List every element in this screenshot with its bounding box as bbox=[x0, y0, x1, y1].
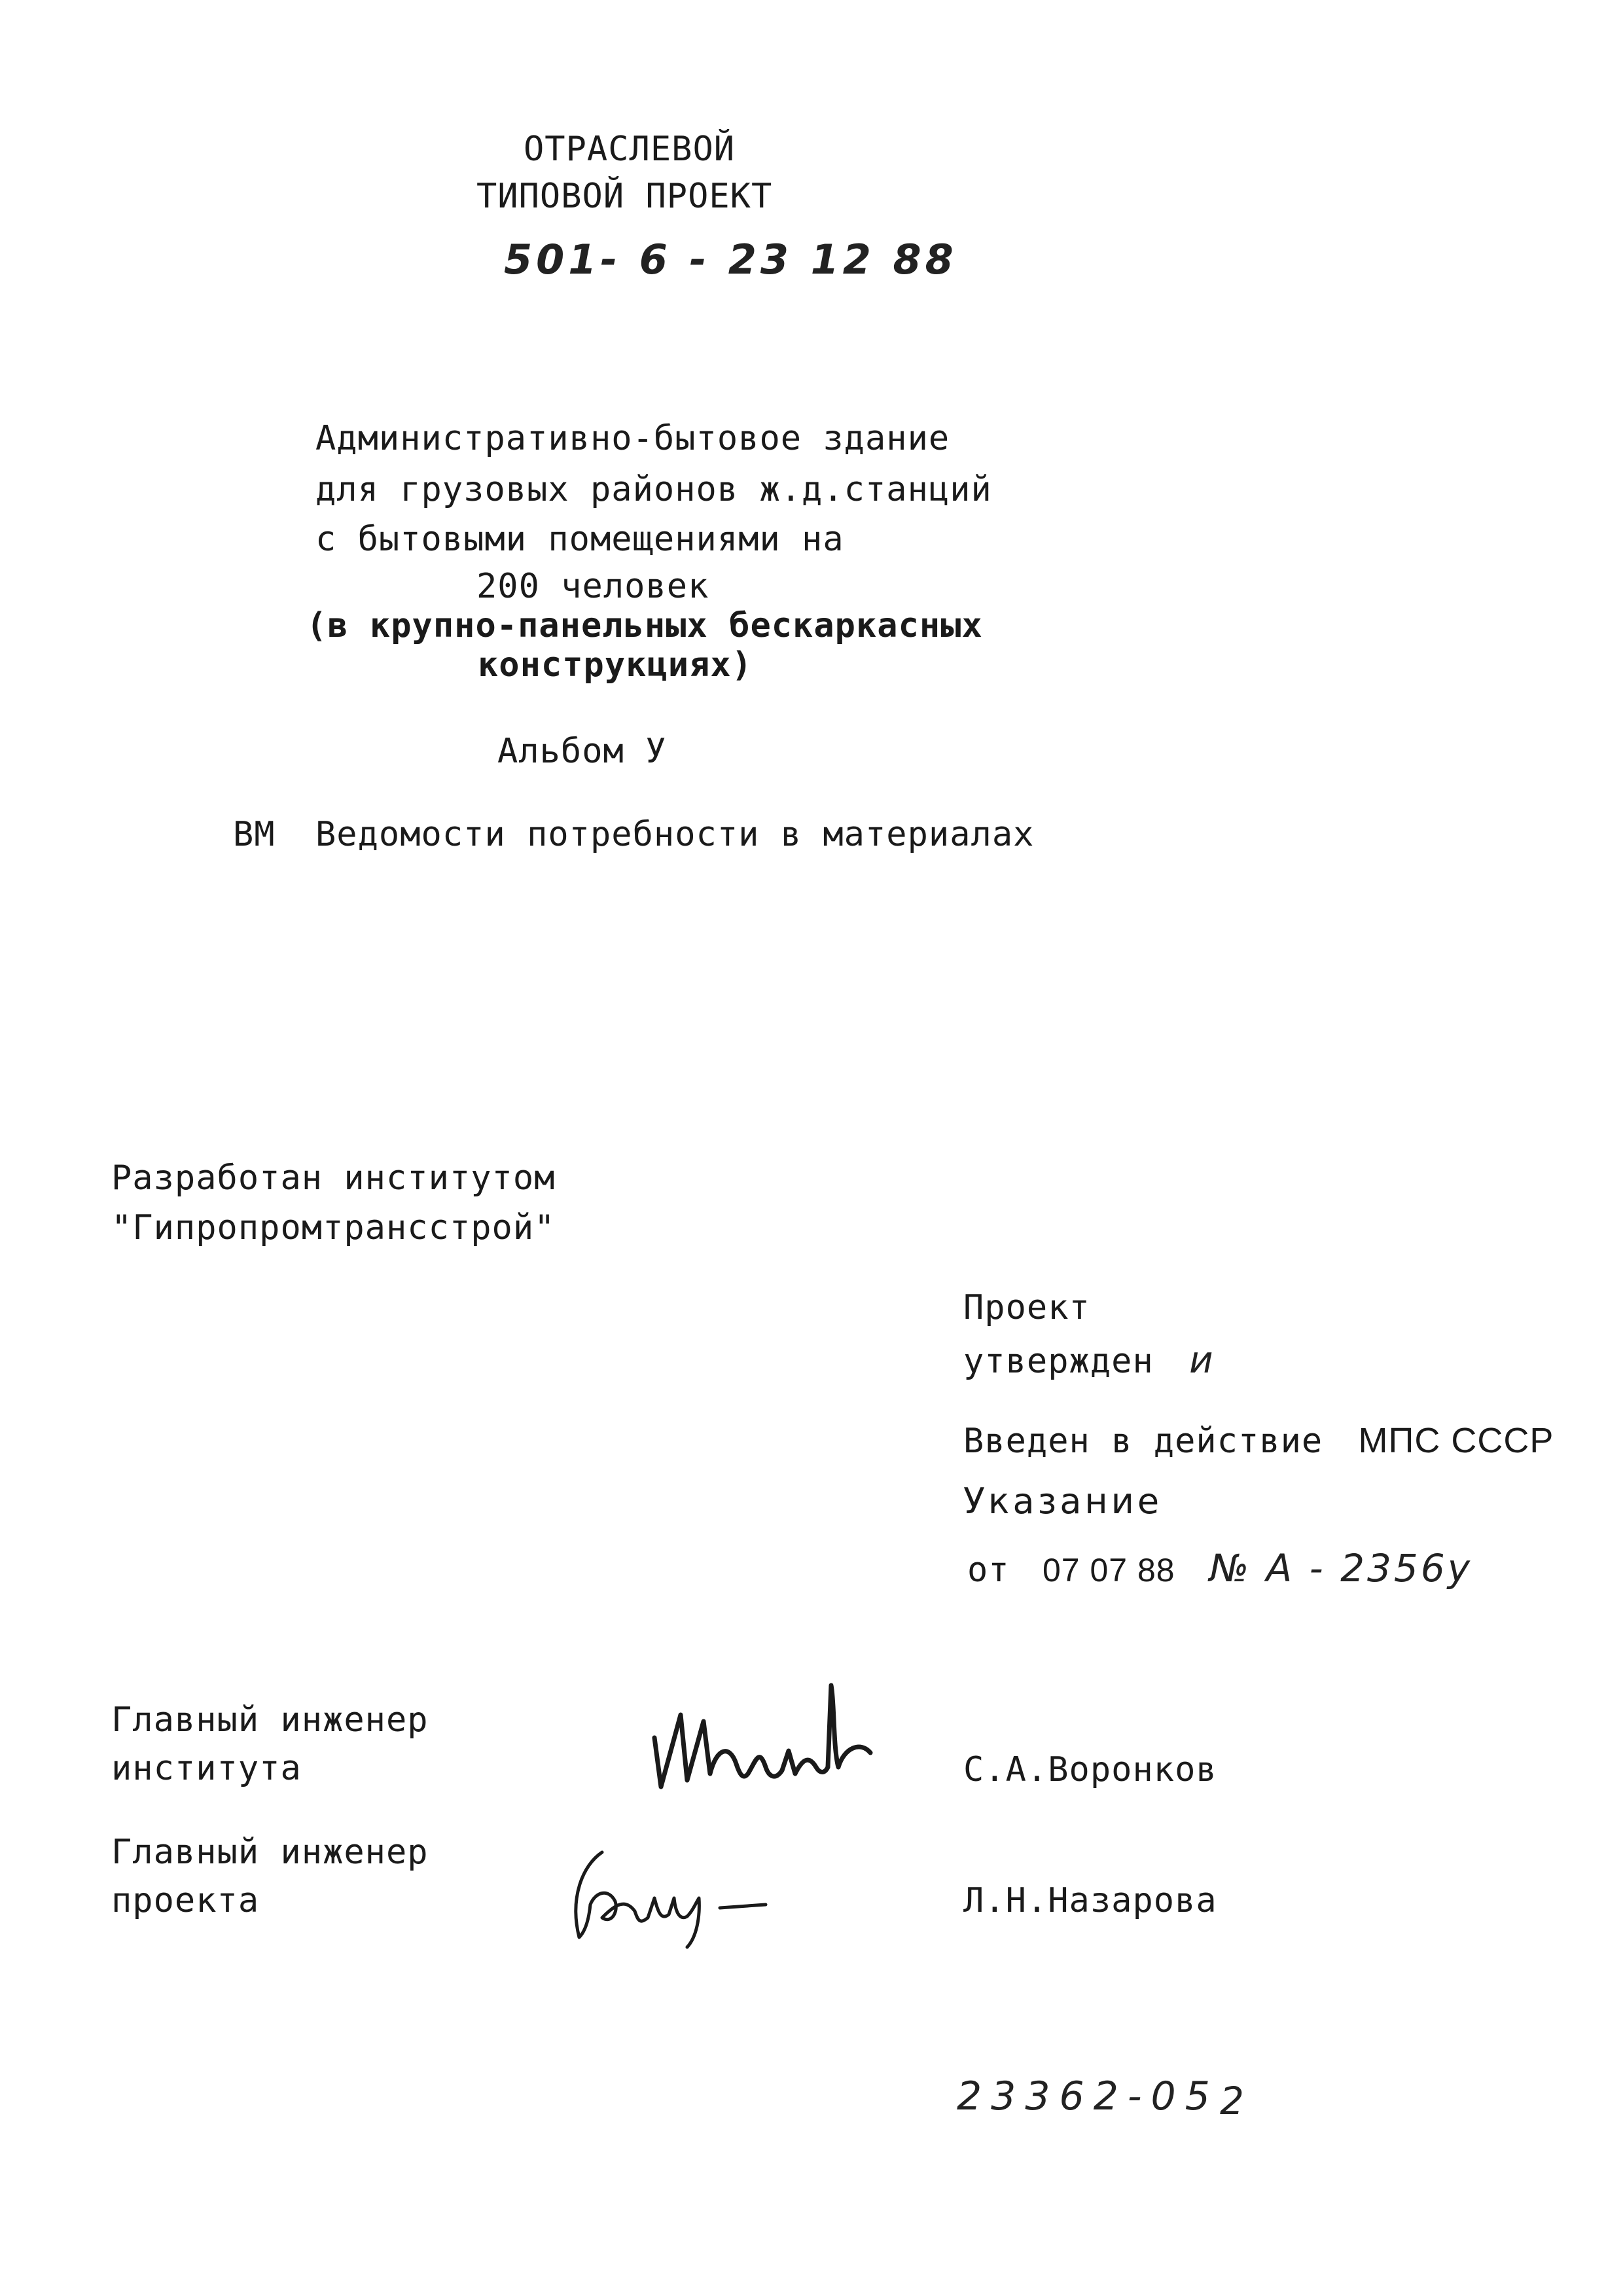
developer-line-1: Разработан институтом bbox=[111, 1158, 556, 1198]
inventory-number: 23362-05 bbox=[957, 2073, 1219, 2119]
section-code: ВМ bbox=[233, 815, 276, 854]
signatory-1-role-line-1: Главный инженер bbox=[111, 1700, 429, 1740]
approval-line-5 bbox=[967, 1546, 1472, 1590]
approval-date-prefix: от bbox=[967, 1551, 1010, 1590]
header-line-1: ОТРАСЛЕВОЙ bbox=[524, 130, 736, 169]
signature-2-image bbox=[556, 1839, 805, 1950]
title-line-6: конструкциях) bbox=[478, 645, 753, 685]
title-line-5: (в крупно-панельных бескаркасных bbox=[306, 606, 983, 645]
title-line-3: с бытовыми помещениями на bbox=[315, 520, 844, 559]
approval-enacted-text: Введен в действие bbox=[963, 1422, 1323, 1461]
header-line-2: ТИПОВОЙ ПРОЕКТ bbox=[476, 177, 773, 216]
title-line-4: 200 человек bbox=[476, 567, 709, 606]
approval-number: № А - 2356у bbox=[1209, 1546, 1473, 1590]
title-line-1: Административно-бытовое здание bbox=[315, 419, 950, 458]
approval-date: 07 07 88 bbox=[1042, 1552, 1175, 1588]
section-name: Ведомости потребности в материалах bbox=[315, 815, 1035, 854]
developer-line-2: "Гипропромтрансстрой" bbox=[111, 1208, 556, 1247]
approval-handwritten-mark: и bbox=[1189, 1339, 1220, 1382]
approval-line-3 bbox=[963, 1420, 1554, 1461]
album-label: Альбом У bbox=[497, 732, 667, 771]
signatory-1-name: С.А.Воронков bbox=[963, 1750, 1217, 1789]
title-line-2: для грузовых районов ж.д.станций bbox=[315, 470, 992, 509]
signatory-2-name: Л.Н.Назарова bbox=[963, 1881, 1217, 1920]
approval-org: МПС СССР bbox=[1358, 1421, 1554, 1460]
signature-1-image bbox=[645, 1676, 880, 1800]
approval-line-1: Проект bbox=[963, 1288, 1090, 1327]
signatory-2-role-line-1: Главный инженер bbox=[111, 1833, 429, 1872]
signatory-2-role-line-2: проекта bbox=[111, 1881, 260, 1920]
approval-approved-text: утвержден bbox=[963, 1342, 1154, 1381]
signatory-1-role-line-2: института bbox=[111, 1749, 302, 1788]
sheet-number: 2 bbox=[1220, 2079, 1251, 2123]
approval-line-4: Указание bbox=[963, 1480, 1163, 1522]
approval-line-2 bbox=[963, 1339, 1219, 1382]
project-code: 501- 6 - 23 12 88 bbox=[504, 236, 957, 283]
